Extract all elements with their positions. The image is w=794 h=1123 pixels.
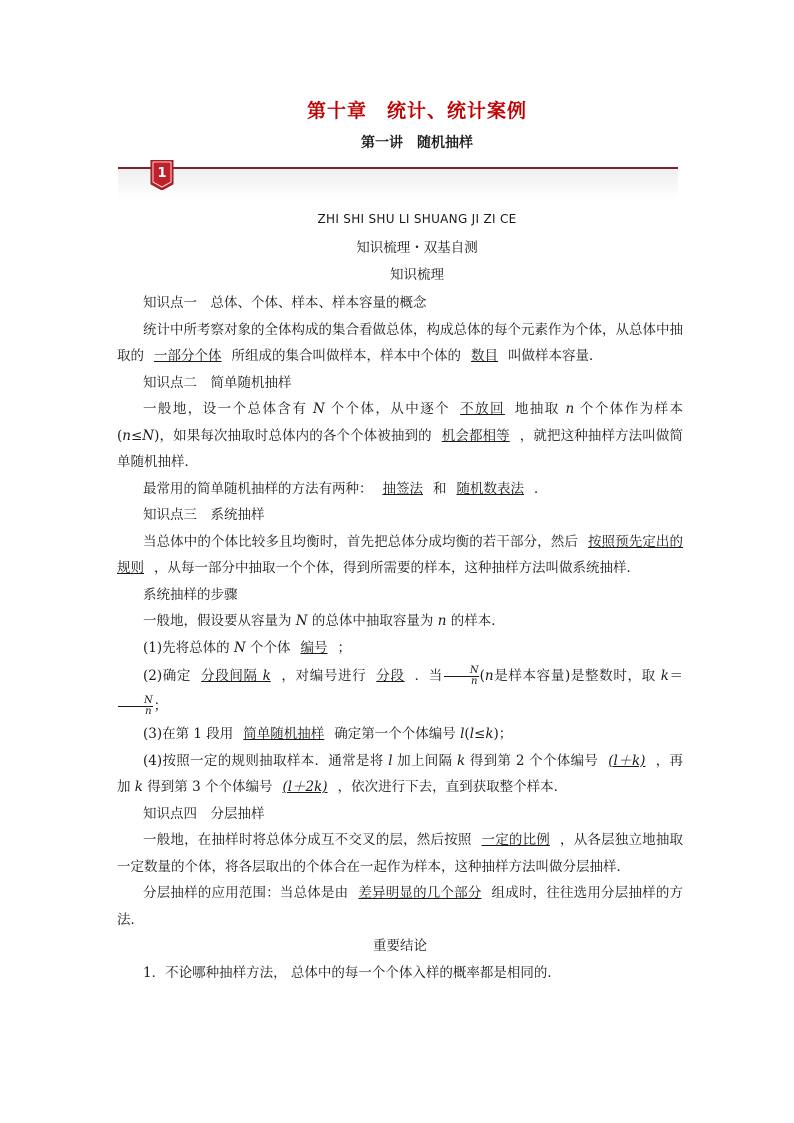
kp3-paragraph: 当总体中的个体比较多且均衡时，首先把总体分成均衡的若干部分，然后 按照预先定出的规则 ，从每一部分中抽取一个个体，得到所需要的样本，这种抽样方法叫做系统抽样． xyxy=(117,533,684,576)
kp2-methods: 最常用的简单随机抽样的方法有两种： 抽签法 和 随机数表法 ． xyxy=(143,480,548,497)
answer-blank: 差异明显的几个部分 xyxy=(358,885,482,901)
kp1-heading: 知识点一 总体、个体、样本、样本容量的概念 xyxy=(143,295,427,311)
kp2-heading: 知识点二 简单随机抽样 xyxy=(143,374,292,391)
answer-blank: 数目 xyxy=(471,348,498,364)
answer-blank: 分段间隔 k xyxy=(201,668,271,684)
subsection-title: 知识梳理 xyxy=(390,267,444,283)
kp3-steps-heading: 系统抽样的步骤 xyxy=(143,586,238,603)
kp3-step-3: (3)在第 1 段用 简单随机抽样 确定第一个个体编号 l(l≤k)； xyxy=(143,726,513,742)
answer-blank: 编号 xyxy=(300,639,328,656)
kp3-step-1: (1)先将总体的 N 个个体 编号 ； xyxy=(143,639,352,656)
answer-blank: 一部分个体 xyxy=(154,348,222,364)
kp4-scope: 分层抽样的应用范围：当总体是由 差异明显的几个部分 组成时，往往选用分层抽样的方法． xyxy=(117,885,684,928)
fraction-n-over-n: $\frac{N}{n}$ xyxy=(118,696,153,717)
answer-blank: 按照预先定出的规则 xyxy=(117,533,684,576)
kp3-heading: 知识点三 系统抽样 xyxy=(143,507,265,523)
kp3-intro: 一般地，假设要从容量为 N 的总体中抽取容量为 n 的样本． xyxy=(143,613,505,629)
kp4-paragraph: 一般地，在抽样时将总体分成互不交叉的层，然后按照 一定的比例 ，从各层独立地抽取一定数量的个体，将各层取出的个体合在一起作为样本，这种抽样方法叫做分层抽样． xyxy=(117,832,684,875)
kp1-paragraph: 统计中所考察对象的全体构成的集合看做总体，构成总体的每个元素作为个体，从总体中抽取的 一部分个体 所组成的集合叫做样本，样本中个体的 数目 叫做样本容量． xyxy=(117,321,683,364)
conclusion-item-1: 1．不论哪种抽样方法， 总体中的每一个个体入样的概率都是相同的． xyxy=(143,964,561,981)
pinyin-heading: ZHI SHI SHU LI SHUANG JI ZI CE xyxy=(317,212,517,226)
answer-blank: 机会都相等 xyxy=(441,427,510,444)
answer-blank: 一定的比例 xyxy=(481,832,550,848)
kp3-step-4: (4)按照一定的规则抽取样本．通常是将 l 加上间隔 k 得到第 2 个个体编号 (l＋k) ，再加 k 得到第 3 个个体编号 (l＋2k) ，依次进行下去，直到获取整个样本． xyxy=(117,752,684,795)
conclusion-heading: 重要结论 xyxy=(373,938,427,954)
answer-blank: 分段 xyxy=(376,668,405,684)
kp3-step-2: (2)确定 分段间隔 k ，对编号进行 分段 ．当 $\frac{N}{n}$ (n是样本容量)是整数时，取 k＝ $\frac{N}{n}$ ； xyxy=(117,661,683,721)
fraction-n-over-n: $\frac{N}{n}$ xyxy=(444,666,479,687)
section-title: 知识梳理・双基自测 xyxy=(356,240,478,256)
chapter-title: 第十章 统计、统计案例 xyxy=(306,100,527,122)
banner-number: 1 xyxy=(157,166,167,181)
kp4-heading: 知识点四 分层抽样 xyxy=(143,805,265,822)
answer-blank: (l＋2k) xyxy=(282,779,328,795)
section-banner xyxy=(118,158,678,202)
answer-blank: 随机数表法 xyxy=(456,480,524,497)
banner-shade xyxy=(118,169,678,199)
lecture-title: 第一讲 随机抽样 xyxy=(361,135,473,151)
body-content xyxy=(117,290,683,986)
kp2-paragraph: 一般地，设一个总体含有 N 个个体，从中逐个 不放回 地抽取 n 个个体作为样本(n≤N)，如果每次抽取时总体内的各个个体被抽到的 机会都相等 ，就把这种抽样方法叫做简单随机抽样． xyxy=(117,401,684,470)
banner-rule xyxy=(118,167,678,169)
answer-blank: 不放回 xyxy=(460,401,505,417)
answer-blank: 抽签法 xyxy=(382,480,423,497)
answer-blank: 简单随机抽样 xyxy=(243,726,325,742)
answer-blank: (l＋k) xyxy=(608,752,646,769)
